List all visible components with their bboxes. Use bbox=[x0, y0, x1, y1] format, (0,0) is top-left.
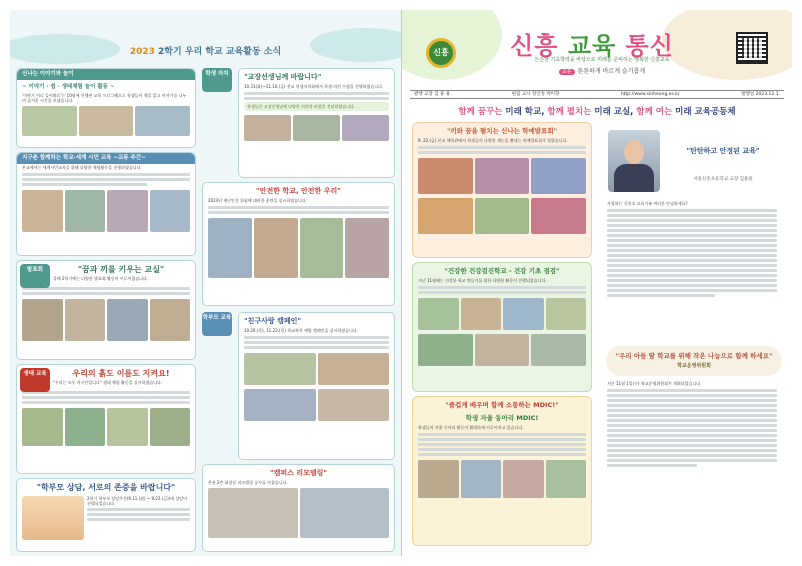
article-text: 10.20.(목), 11.23.(목) 학교폭력 예방 캠페인을 실시하였습니다. bbox=[244, 328, 359, 333]
article-student-council bbox=[238, 68, 395, 178]
photo bbox=[79, 106, 134, 136]
article-title: "건강한 건강검진학교 - 건강 기초 점검" bbox=[444, 267, 560, 275]
photo bbox=[318, 353, 390, 385]
photo bbox=[503, 460, 544, 498]
article-mdic bbox=[412, 396, 592, 546]
section-tag: 생태 교육 bbox=[20, 368, 50, 392]
article-title: "친구사랑 캠페인" bbox=[244, 317, 302, 325]
photo bbox=[22, 299, 63, 341]
article-title: "교장선생님께 바랍니다" bbox=[244, 73, 322, 81]
slogan-part: 미래 교육공동체 bbox=[672, 107, 736, 117]
right-page bbox=[402, 10, 792, 556]
slogan-part: 미래 학교, bbox=[502, 107, 548, 117]
article-text: 본교에서는 세계시민교육을 위해 다양한 체험활동을 진행하였습니다. bbox=[22, 165, 142, 170]
photo-row bbox=[239, 387, 394, 423]
photo bbox=[418, 298, 459, 330]
text-line bbox=[607, 294, 715, 297]
article-text: 9. 22.(금) 본교 체육관에서 학생들의 다양한 재능을 뽐내는 학예발표회가 열렸습니다. bbox=[418, 138, 568, 143]
text-line bbox=[607, 254, 777, 257]
photo bbox=[342, 115, 389, 141]
photo bbox=[107, 190, 148, 232]
photo bbox=[293, 115, 340, 141]
photo bbox=[531, 198, 586, 234]
text-line bbox=[607, 239, 777, 242]
banner-text: "우리 아들 딸 학교를 위해 작은 나눔으로 함께 하세요" bbox=[615, 352, 773, 360]
photo bbox=[418, 198, 473, 234]
text-line bbox=[208, 206, 389, 209]
article-title: "안전한 학교, 안전한 우리" bbox=[256, 187, 341, 195]
text-line bbox=[607, 394, 777, 397]
text-line bbox=[418, 448, 586, 451]
text-line bbox=[244, 92, 389, 95]
banner-subtext: 학교운영위원회 bbox=[677, 363, 711, 369]
photo bbox=[65, 190, 106, 232]
text-line bbox=[607, 444, 777, 447]
photo bbox=[475, 334, 530, 366]
website-link[interactable]: http://www.sinheung.es.kr bbox=[620, 92, 680, 97]
text-line bbox=[607, 429, 777, 432]
text-line bbox=[607, 449, 777, 452]
text-line bbox=[607, 224, 777, 227]
section-tag: 학부모 교육 bbox=[202, 312, 232, 336]
principal-quote: "탄탄하고 안정된 교육" bbox=[686, 147, 760, 155]
article-text: 2023년 재난안전 위험에 대비한 훈련을 실시하였습니다. bbox=[208, 198, 307, 203]
tagline-badge: 교훈 bbox=[559, 69, 575, 75]
article-text: 지난 11월 1일(수) 학교운영위원회가 개최되었습니다. bbox=[607, 381, 702, 386]
photo bbox=[135, 106, 190, 136]
article-festival bbox=[412, 122, 592, 258]
photo bbox=[461, 298, 502, 330]
text-line bbox=[418, 291, 586, 294]
title-part: 교육 bbox=[567, 32, 617, 60]
text-line bbox=[418, 453, 586, 456]
article-global-citizen bbox=[16, 152, 196, 256]
photo bbox=[208, 218, 252, 278]
photo bbox=[475, 158, 530, 194]
text-line bbox=[607, 389, 777, 392]
photo bbox=[150, 299, 191, 341]
article-title: 우리의 흙도 이름도 지켜요! bbox=[72, 369, 170, 378]
text-line bbox=[87, 513, 190, 516]
photo bbox=[531, 158, 586, 194]
article-text: 10.31(화)~11.10.(금) 전교 학생자치회에서 학생 의견 수렴을 진행하였습니다. bbox=[244, 84, 384, 89]
photo bbox=[461, 460, 502, 498]
photo bbox=[244, 115, 291, 141]
text-line bbox=[607, 409, 777, 412]
photo bbox=[254, 218, 298, 278]
text-line bbox=[418, 443, 586, 446]
text-line bbox=[607, 214, 777, 217]
article-subheader: ~ 이야기 · 쉼 · 생태체험 놀이 활동 ~ bbox=[22, 84, 115, 90]
section-tag: 학생 자치 bbox=[202, 68, 232, 92]
article-title: "캠퍼스 리모델링" bbox=[269, 469, 328, 477]
committee-article bbox=[602, 380, 782, 469]
article-text: '이야기 어디 들어봐요'는 10월에 진행된 교육 프로그램으로 학생들이 책을 읽고 이야기를 나누며 즐거운 시간을 보냈습니다. bbox=[22, 93, 187, 103]
article-friend-campaign bbox=[238, 312, 395, 460]
photo-row bbox=[239, 351, 394, 387]
photo bbox=[22, 408, 63, 446]
fundraising-banner bbox=[606, 346, 782, 376]
school-motto: 든든한 기초학력을 바탕으로 미래를 준비하는 행복한 신흥교육 bbox=[534, 57, 670, 63]
text-line bbox=[244, 341, 389, 344]
slogan-part: 함께 펼치는 bbox=[547, 107, 592, 117]
text-line bbox=[244, 346, 389, 349]
article-parent-counsel bbox=[16, 478, 196, 552]
photo bbox=[503, 298, 544, 330]
photo bbox=[107, 299, 148, 341]
text-line bbox=[607, 259, 777, 262]
text-line bbox=[607, 454, 777, 457]
article-health bbox=[412, 262, 592, 392]
masthead bbox=[402, 10, 792, 90]
text-line bbox=[22, 396, 190, 399]
text-line bbox=[22, 292, 190, 295]
photo-row bbox=[413, 296, 591, 332]
text-line bbox=[607, 229, 777, 232]
school-tagline bbox=[502, 66, 702, 75]
article-ecology bbox=[16, 364, 196, 474]
photo-row bbox=[17, 104, 195, 138]
article-text-block bbox=[87, 496, 190, 540]
article-text: "우리는 모두 지구인입니다" 생태 체험 활동을 실시하였습니다. bbox=[53, 380, 163, 385]
photo-row bbox=[413, 332, 591, 368]
text-line bbox=[418, 438, 586, 441]
article-text: 지난 11월에는 건강한 학교 만들기를 위한 다양한 활동이 진행되었습니다. bbox=[418, 278, 547, 283]
publish-date: 발행일 2023.12.1. bbox=[741, 92, 780, 97]
publisher: 발행 교장 김 용 용 bbox=[414, 92, 451, 97]
text-line bbox=[22, 401, 190, 404]
text-line bbox=[607, 464, 697, 467]
section-tag: 발표회 bbox=[20, 264, 50, 288]
text-line bbox=[607, 219, 777, 222]
text-line bbox=[607, 439, 777, 442]
text-line bbox=[607, 264, 777, 267]
text-line bbox=[607, 274, 777, 277]
photo-row bbox=[413, 196, 591, 236]
title-text: 2학기 우리 학교 교육활동 소식 bbox=[158, 47, 282, 57]
slogan-part: 함께 꿈꾸는 bbox=[458, 107, 503, 117]
article-title: "꿈과 끼를 키우는 교실" bbox=[77, 265, 165, 274]
text-line bbox=[418, 286, 586, 289]
photo-row bbox=[17, 406, 195, 448]
article-body bbox=[17, 493, 195, 543]
photo bbox=[208, 488, 298, 538]
photo-row bbox=[203, 486, 394, 540]
photo-row bbox=[413, 156, 591, 196]
slogan bbox=[402, 105, 792, 117]
article-story-play bbox=[16, 68, 196, 148]
photo bbox=[150, 190, 191, 232]
text-line bbox=[607, 284, 777, 287]
title-part: 통신 bbox=[616, 32, 674, 60]
photo bbox=[546, 298, 587, 330]
text-line bbox=[607, 434, 777, 437]
article-title: "끼와 꿈을 펼치는 신나는 학예발표회" bbox=[446, 127, 557, 135]
tagline-text: 튼튼하게 바르게 슬기롭게 bbox=[577, 68, 646, 75]
photo bbox=[65, 408, 106, 446]
text-line bbox=[607, 279, 777, 282]
photo-row bbox=[17, 297, 195, 343]
text-line bbox=[607, 399, 777, 402]
title-year: 2023 bbox=[129, 47, 155, 57]
slogan-part: 미래 교실, bbox=[591, 107, 637, 117]
text-line bbox=[244, 97, 389, 100]
highlight-strip: 학생들은 교장선생님께 다양한 의견과 바람을 전달하였습니다. bbox=[244, 102, 389, 111]
text-line bbox=[418, 433, 586, 436]
text-line bbox=[607, 244, 777, 247]
photo bbox=[345, 218, 389, 278]
text-line bbox=[87, 508, 190, 511]
publication-info bbox=[410, 90, 784, 99]
photo bbox=[65, 299, 106, 341]
article-safety bbox=[202, 182, 395, 306]
portrait-head bbox=[624, 140, 644, 164]
photo bbox=[22, 190, 63, 232]
school-logo: 신흥 bbox=[426, 38, 456, 68]
text-line bbox=[607, 414, 777, 417]
slogan-part: 함께 여는 bbox=[636, 107, 673, 117]
article-header: 신나는 이야기와 놀이 bbox=[17, 69, 195, 80]
text-line bbox=[418, 151, 586, 154]
text-line bbox=[87, 518, 190, 521]
photo bbox=[318, 389, 390, 421]
text-line bbox=[607, 269, 777, 272]
photo bbox=[546, 460, 587, 498]
photo-grid bbox=[203, 216, 394, 280]
left-page bbox=[10, 10, 401, 556]
article-title: "학부모 상담, 서로의 존중을 바랍니다" bbox=[36, 483, 176, 492]
text-line bbox=[607, 424, 777, 427]
photo bbox=[418, 158, 473, 194]
photo bbox=[22, 106, 77, 136]
photo-row bbox=[17, 188, 195, 234]
photo bbox=[300, 218, 344, 278]
text-line bbox=[22, 173, 190, 176]
photo bbox=[244, 389, 316, 421]
left-page-title bbox=[10, 44, 401, 57]
photo bbox=[150, 408, 191, 446]
text-line bbox=[607, 459, 777, 462]
left-page-header bbox=[10, 10, 401, 64]
article-presentation bbox=[16, 260, 196, 360]
article-text: 학생들의 자율 동아리 활동이 활발하게 이루어지고 있습니다. bbox=[418, 425, 524, 430]
article-text: 사랑하는 신흥초 교육가족 여러분 안녕하세요? bbox=[607, 201, 688, 206]
photo bbox=[418, 334, 473, 366]
text-line bbox=[418, 146, 586, 149]
text-line bbox=[208, 211, 389, 214]
principal-photo bbox=[608, 130, 660, 192]
qr-code-pattern bbox=[742, 38, 762, 58]
text-line bbox=[607, 209, 777, 212]
portrait-body bbox=[614, 164, 654, 192]
text-line bbox=[244, 336, 389, 339]
principal-letter bbox=[602, 200, 782, 299]
article-text: 2학기 학부모 상담주간(9.11.(월) ~ 9.22.(금))에 상담이 진행되었습니다. bbox=[87, 496, 187, 506]
text-line bbox=[607, 234, 777, 237]
article-title: "즐겁게 배우며 함께 소통하는 MDIC!" bbox=[445, 401, 559, 409]
photo bbox=[531, 334, 586, 366]
photo bbox=[300, 488, 390, 538]
text-line bbox=[607, 249, 777, 252]
text-line bbox=[22, 183, 147, 186]
article-header: 지구촌 함께하는 학교·세계 시민 교육 ~교류 주간~ bbox=[17, 153, 195, 164]
photo bbox=[107, 408, 148, 446]
photo-row bbox=[239, 113, 394, 143]
photo-row bbox=[413, 458, 591, 500]
text-line bbox=[607, 289, 777, 292]
title-part: 신흥 bbox=[510, 32, 568, 60]
principal-caption: 서울신흥초등학교 교장 김용용 bbox=[693, 177, 753, 182]
text-line bbox=[607, 404, 777, 407]
photo bbox=[418, 460, 459, 498]
article-text: 본관 2층 화장실 리모델링 공사를 마쳤습니다. bbox=[208, 480, 288, 485]
article-remodeling bbox=[202, 464, 395, 552]
editor: 편집 교사 정인정 박미향 bbox=[511, 92, 560, 97]
article-text: 올해 2학기에는 다양한 발표회 활동이 이루어졌습니다. bbox=[53, 276, 149, 281]
illustration bbox=[22, 496, 84, 540]
photo bbox=[244, 353, 316, 385]
text-line bbox=[607, 419, 777, 422]
photo bbox=[475, 198, 530, 234]
article-subtitle: 학생 자율 동아리 MDIC! bbox=[465, 414, 539, 422]
text-line bbox=[22, 178, 190, 181]
